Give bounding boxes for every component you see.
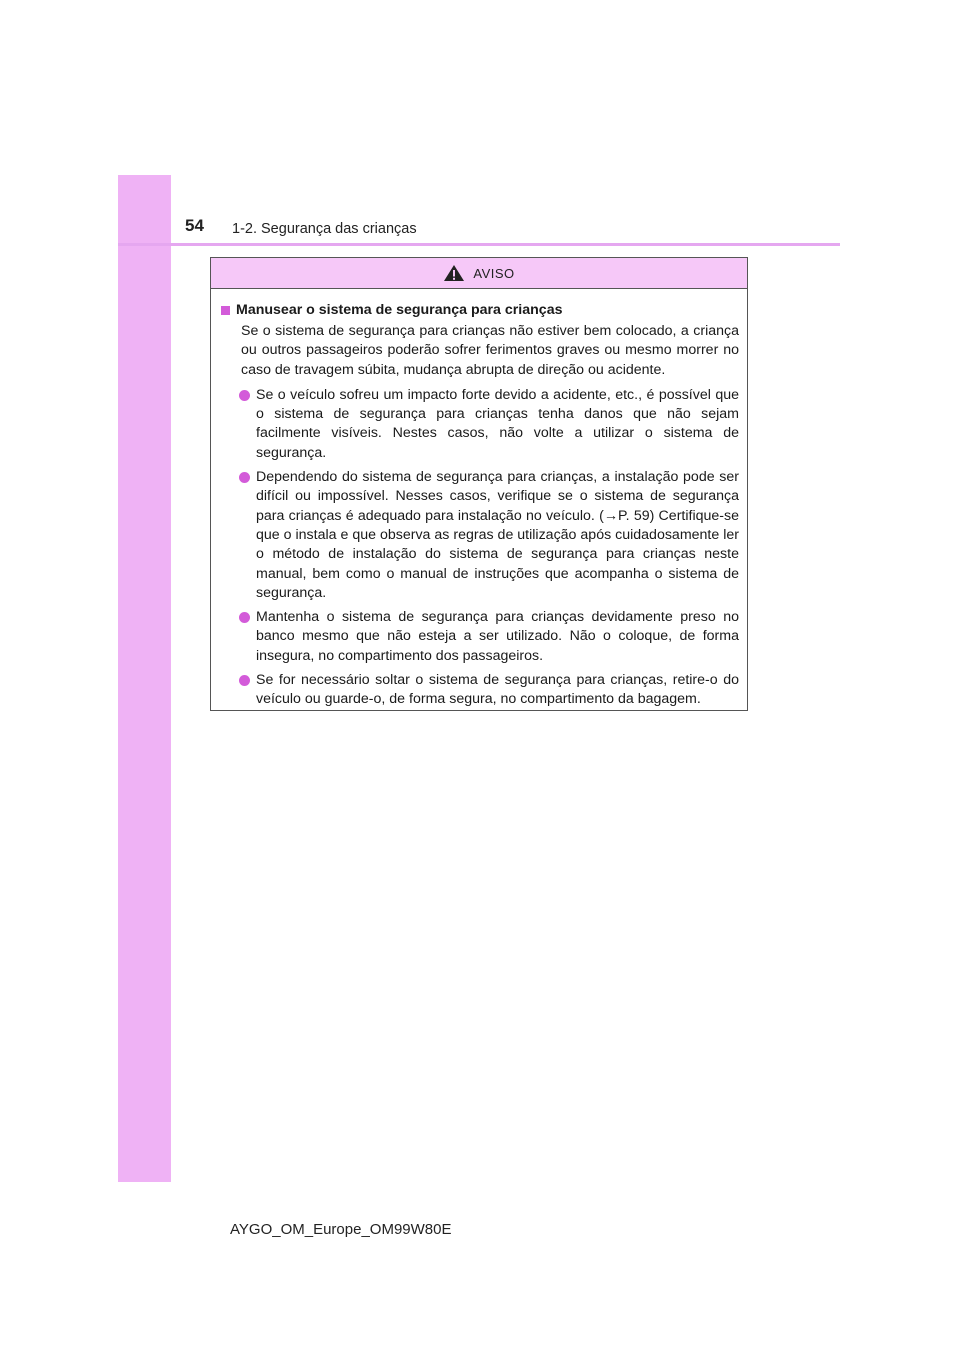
page-sidebar-tab — [118, 175, 171, 1182]
square-bullet-icon — [221, 306, 230, 315]
document-id: AYGO_OM_Europe_OM99W80E — [230, 1221, 452, 1238]
list-item-text: Se o veículo sofreu um impacto forte devido a acidente, etc., é possível que o sistema de segurança para crianças tenha danos que não sejam facilmente visíveis. Nestes casos, não volte a utilizar o sistema de segurança. — [256, 386, 739, 461]
warning-header — [211, 258, 747, 289]
warning-heading-text: Manusear o sistema de segurança para crianças — [236, 302, 563, 318]
list-item-text: Mantenha o sistema de segurança para crianças devidamente preso no banco mesmo que não esteja a ser utilizado. Não o coloque, de forma insegura, no compartimento dos passageiros. — [256, 609, 739, 664]
page-number: 54 — [185, 216, 204, 235]
list-item-text: Dependendo do sistema de segurança para crianças, a instalação pode ser difícil ou impossível. Nesses casos, verifique se o sistema de segurança para crianças é adequado para instalação no veículo. (→P. 59) Certifique-se que o instala e que observa as regras de utilização após cuidadosamente ler o método de instalação do sistema de segurança para crianças neste manual, bem como o manual de instruções que acompanha o sistema de segurança. — [256, 469, 739, 601]
circle-bullet-icon — [239, 390, 250, 401]
circle-bullet-icon — [239, 472, 250, 483]
circle-bullet-icon — [239, 612, 250, 623]
circle-bullet-icon — [239, 675, 250, 686]
warning-triangle-icon — [443, 264, 465, 282]
list-item — [221, 468, 739, 603]
list-item — [221, 671, 739, 710]
warning-heading — [221, 301, 739, 320]
warning-body — [211, 289, 747, 710]
warning-intro: Se o sistema de segurança para crianças não estiver bem colocado, a criança ou outros passageiros poderão sofrer ferimentos graves ou mesmo morrer no caso de travagem súbita, mudança abrupta de direção ou acidente. — [241, 323, 739, 378]
section-title: 1-2. Segurança das crianças — [232, 221, 417, 237]
list-item-text: Se for necessário soltar o sistema de segurança para crianças, retire-o do veículo ou guarde-o, de forma segura, no compartimento da bagagem. — [256, 672, 739, 708]
list-item — [221, 386, 739, 463]
list-item — [221, 608, 739, 666]
header-divider — [118, 243, 840, 246]
warning-box — [210, 257, 748, 711]
warning-label: AVISO — [473, 265, 515, 281]
